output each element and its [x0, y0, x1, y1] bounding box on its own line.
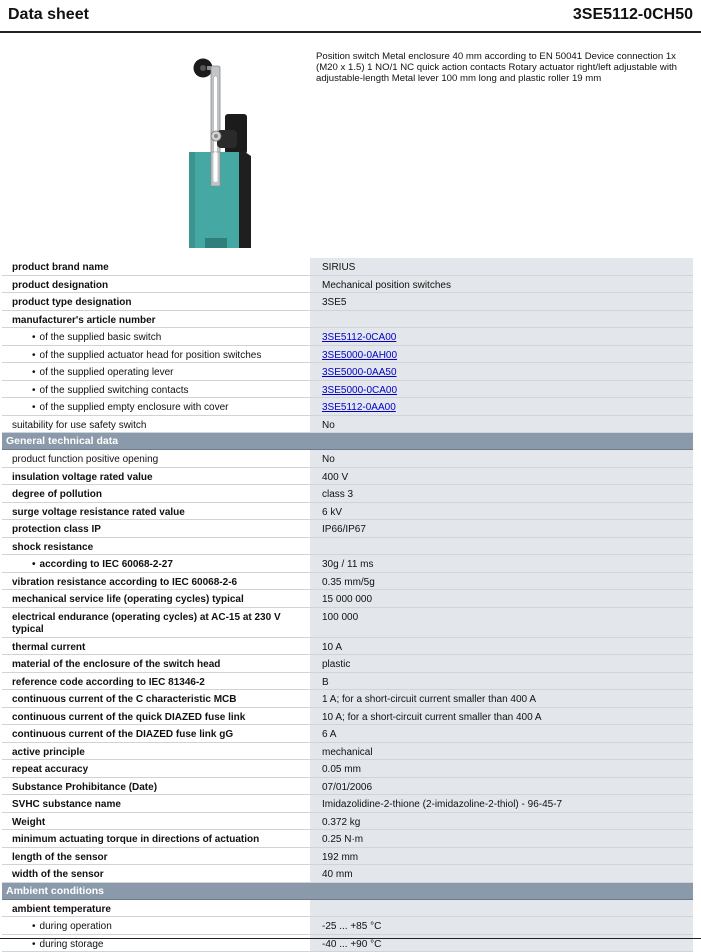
spec-row	[2, 778, 693, 796]
datasheet-header	[0, 0, 701, 32]
spec-row	[2, 520, 693, 538]
spec-value: 6 kV	[310, 503, 693, 521]
spec-row	[2, 555, 693, 573]
spec-label: minimum actuating torque in directions of actuation	[2, 830, 310, 848]
spec-row	[2, 346, 693, 364]
spec-value: 30g / 11 ms	[310, 555, 693, 573]
spec-row	[2, 311, 693, 329]
spec-label: product brand name	[2, 258, 310, 276]
spec-label: thermal current	[2, 638, 310, 656]
spec-value: 0.35 mm/5g	[310, 573, 693, 591]
spec-row	[2, 538, 693, 556]
article-link[interactable]: 3SE5112-0AA00	[322, 402, 396, 413]
spec-value: SIRIUS	[310, 258, 693, 276]
spec-label: continuous current of the quick DIAZED fuse link	[2, 708, 310, 726]
spec-value: B	[310, 673, 693, 691]
spec-value: plastic	[310, 655, 693, 673]
spec-value	[310, 311, 693, 329]
spec-value	[310, 381, 693, 399]
spec-label: manufacturer's article number	[2, 311, 310, 329]
spec-value: No	[310, 450, 693, 468]
spec-row	[2, 381, 693, 399]
spec-row	[2, 725, 693, 743]
spec-label: product type designation	[2, 293, 310, 311]
spec-row	[2, 398, 693, 416]
spec-label: protection class IP	[2, 520, 310, 538]
spec-value: 10 A	[310, 638, 693, 656]
spec-value: 0.372 kg	[310, 813, 693, 831]
article-link[interactable]: 3SE5000-0CA00	[322, 385, 397, 396]
spec-row	[2, 416, 693, 434]
spec-value: 0.25 N·m	[310, 830, 693, 848]
spec-value: 3SE5	[310, 293, 693, 311]
spec-label: suitability for use safety switch	[2, 416, 310, 434]
spec-value: Mechanical position switches	[310, 276, 693, 294]
spec-label: electrical endurance (operating cycles) at AC-15 at 230 V typical	[2, 608, 310, 638]
spec-value: mechanical	[310, 743, 693, 761]
spec-label: • of the supplied basic switch	[2, 328, 310, 346]
spec-value	[310, 900, 693, 918]
article-link[interactable]: 3SE5000-0AH00	[322, 350, 397, 361]
spec-row	[2, 468, 693, 486]
spec-label: product function positive opening	[2, 450, 310, 468]
spec-label: surge voltage resistance rated value	[2, 503, 310, 521]
spec-value: 15 000 000	[310, 590, 693, 608]
spec-row	[2, 276, 693, 294]
spec-label: Weight	[2, 813, 310, 831]
spec-row	[2, 673, 693, 691]
spec-row	[2, 638, 693, 656]
spec-row	[2, 708, 693, 726]
spec-row	[2, 830, 693, 848]
spec-value: 0.05 mm	[310, 760, 693, 778]
footer-divider	[0, 938, 701, 939]
spec-row	[2, 573, 693, 591]
spec-value	[310, 346, 693, 364]
spec-value: Imidazolidine-2-thione (2-imidazoline-2-thiol) - 96-45-7	[310, 795, 693, 813]
spec-value	[310, 538, 693, 556]
spec-label: Substance Prohibitance (Date)	[2, 778, 310, 796]
article-link[interactable]: 3SE5000-0AA50	[322, 367, 397, 378]
spec-label: repeat accuracy	[2, 760, 310, 778]
spec-label: length of the sensor	[2, 848, 310, 866]
spec-row	[2, 293, 693, 311]
spec-label: • of the supplied operating lever	[2, 363, 310, 381]
spec-row	[2, 258, 693, 276]
spec-row	[2, 503, 693, 521]
spec-value: 192 mm	[310, 848, 693, 866]
spec-label: • according to IEC 60068-2-27	[2, 555, 310, 573]
spec-row	[2, 363, 693, 381]
spec-row	[2, 655, 693, 673]
article-number-title: 3SE5112-0CH50	[573, 6, 693, 24]
spec-row	[2, 813, 693, 831]
section-header: Ambient conditions	[2, 883, 693, 900]
spec-value: 400 V	[310, 468, 693, 486]
spec-value	[310, 363, 693, 381]
spec-label: width of the sensor	[2, 865, 310, 883]
spec-value: 6 A	[310, 725, 693, 743]
spec-label: continuous current of the C characteristic MCB	[2, 690, 310, 708]
spec-label: SVHC substance name	[2, 795, 310, 813]
spec-value: class 3	[310, 485, 693, 503]
page-title: Data sheet	[8, 6, 89, 24]
spec-label: product designation	[2, 276, 310, 294]
spec-row	[2, 760, 693, 778]
spec-value: 1 A; for a short-circuit current smaller than 400 A	[310, 690, 693, 708]
spec-value: 07/01/2006	[310, 778, 693, 796]
spec-label: vibration resistance according to IEC 60068-2-6	[2, 573, 310, 591]
spec-label: • of the supplied actuator head for position switches	[2, 346, 310, 364]
spec-label: mechanical service life (operating cycles) typical	[2, 590, 310, 608]
spec-value: 100 000	[310, 608, 693, 638]
spec-label: • during storage	[2, 935, 310, 952]
header-divider	[0, 31, 701, 33]
spec-label: • during operation	[2, 917, 310, 935]
section-header: General technical data	[2, 433, 693, 450]
spec-row	[2, 743, 693, 761]
spec-row	[2, 590, 693, 608]
spec-label: ambient temperature	[2, 900, 310, 918]
spec-row	[2, 917, 693, 935]
spec-value: -25 ... +85 °C	[310, 917, 693, 935]
spec-value: IP66/IP67	[310, 520, 693, 538]
spec-row	[2, 450, 693, 468]
spec-row	[2, 848, 693, 866]
spec-table	[2, 258, 693, 952]
article-link[interactable]: 3SE5112-0CA00	[322, 332, 396, 343]
spec-value	[310, 398, 693, 416]
spec-label: insulation voltage rated value	[2, 468, 310, 486]
spec-row	[2, 795, 693, 813]
spec-label: • of the supplied empty enclosure with cover	[2, 398, 310, 416]
spec-row	[2, 900, 693, 918]
spec-value: 10 A; for a short-circuit current smaller than 400 A	[310, 708, 693, 726]
spec-value	[310, 328, 693, 346]
spec-label: continuous current of the DIAZED fuse link gG	[2, 725, 310, 743]
spec-label: reference code according to IEC 81346-2	[2, 673, 310, 691]
spec-row	[2, 608, 693, 638]
spec-label: • of the supplied switching contacts	[2, 381, 310, 399]
spec-row	[2, 328, 693, 346]
spec-label: active principle	[2, 743, 310, 761]
product-description: Position switch Metal enclosure 40 mm according to EN 50041 Device connection 1x (M20 x 1.5) 1 NO/1 NC quick action contacts Rotary actuator right/left adjustable with adjustable-length Metal lever 100 mm long and plastic roller 19 mm	[316, 51, 696, 84]
spec-value: -40 ... +90 °C	[310, 935, 693, 952]
spec-label: material of the enclosure of the switch head	[2, 655, 310, 673]
spec-value: 40 mm	[310, 865, 693, 883]
spec-row	[2, 485, 693, 503]
spec-row	[2, 690, 693, 708]
position-switch-image	[175, 52, 275, 252]
spec-label: shock resistance	[2, 538, 310, 556]
spec-row	[2, 865, 693, 883]
spec-label: degree of pollution	[2, 485, 310, 503]
spec-value: No	[310, 416, 693, 434]
